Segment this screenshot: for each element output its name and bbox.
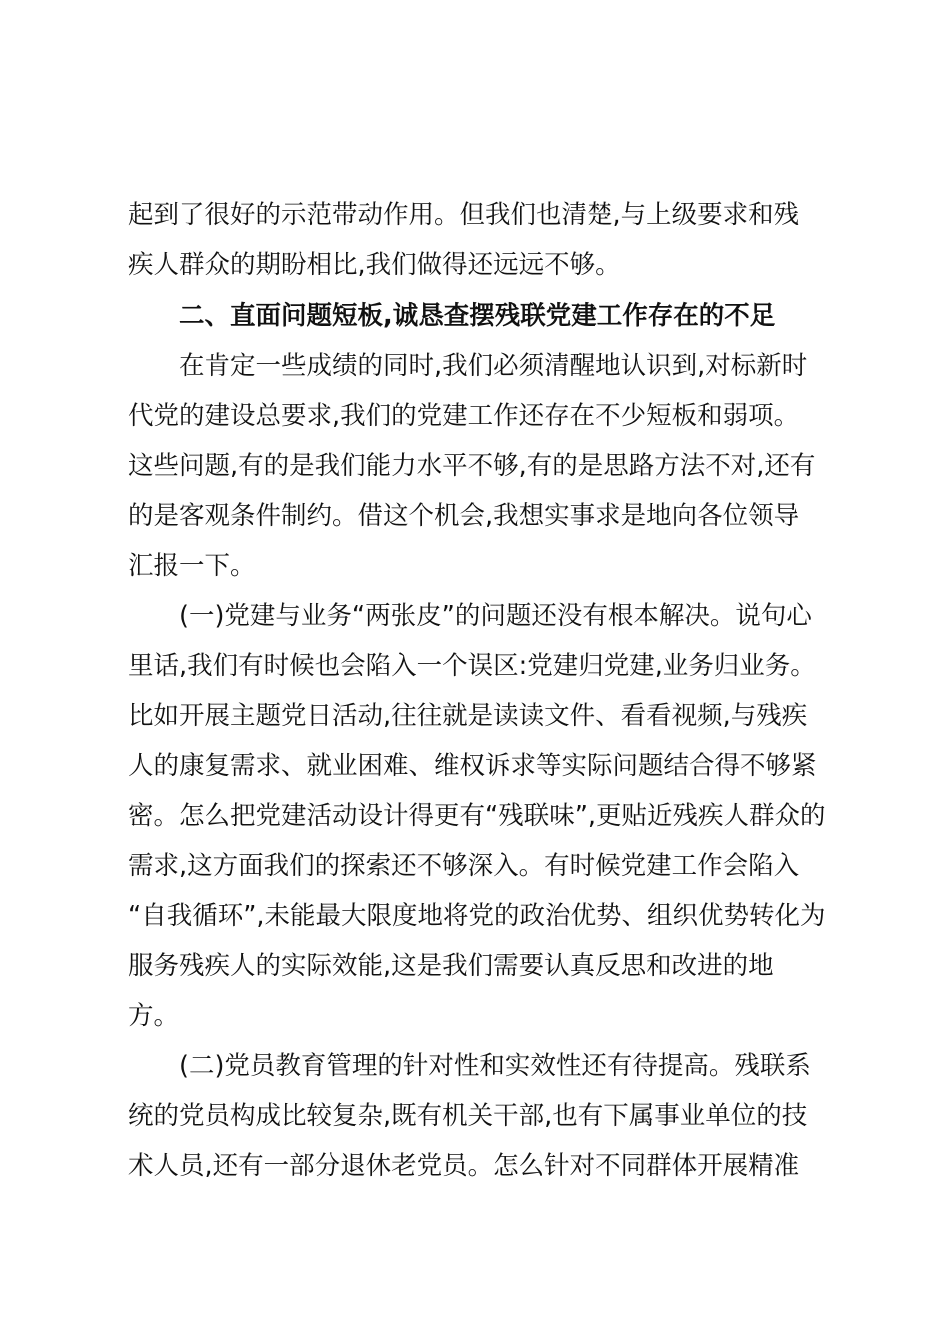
text-line: 疾人群众的期盼相比,我们做得还远远不够。: [128, 250, 621, 280]
text-line: 在肯定一些成绩的同时,我们必须清醒地认识到,对标新时: [179, 351, 808, 381]
text-line: (一)党建与业务“两张皮”的问题还没有根本解决。说句心: [179, 601, 812, 631]
text-line: 统的党员构成比较复杂,既有机关干部,也有下属事业单位的技: [128, 1101, 808, 1131]
text-line: 的是客观条件制约。借这个机会,我想实事求是地向各位领导: [128, 501, 800, 531]
text-line: 术人员,还有一部分退休老党员。怎么针对不同群体开展精准: [128, 1151, 800, 1181]
text-line: 比如开展主题党日活动,往往就是读读文件、看看视频,与残疾: [128, 701, 808, 731]
text-line: (二)党员教育管理的针对性和实效性还有待提高。残联系: [179, 1051, 811, 1081]
text-line: 这些问题,有的是我们能力水平不够,有的是思路方法不对,还有: [128, 451, 816, 481]
text-line: 方。: [128, 1001, 180, 1031]
text-line: 密。怎么把党建活动设计得更有“残联味”,更贴近残疾人群众的: [128, 801, 826, 831]
paragraph-issue-2: [128, 1041, 824, 1191]
document-page: [128, 190, 824, 1191]
text-line: 人的康复需求、就业困难、维权诉求等实际问题结合得不够紧: [128, 751, 817, 781]
text-line: “自我循环”,未能最大限度地将党的政治优势、组织优势转化为: [128, 901, 826, 931]
text-line: 服务残疾人的实际效能,这是我们需要认真反思和改进的地: [128, 951, 774, 981]
text-line: 起到了很好的示范带动作用。但我们也清楚,与上级要求和残: [128, 200, 800, 230]
section-heading: [128, 291, 824, 341]
heading-text: 二、直面问题短板,诚恳查摆残联党建工作存在的不足: [179, 301, 776, 331]
paragraph-intro-continuation: [128, 190, 824, 290]
text-line: 里话,我们有时候也会陷入一个误区:党建归党建,业务归业务。: [128, 651, 816, 681]
text-line: 代党的建设总要求,我们的党建工作还存在不少短板和弱项。: [128, 401, 800, 431]
paragraph-overview: [128, 341, 824, 591]
paragraph-issue-1: [128, 591, 824, 1041]
text-line: 需求,这方面我们的探索还不够深入。有时候党建工作会陷入: [128, 851, 800, 881]
text-line: 汇报一下。: [128, 551, 256, 581]
